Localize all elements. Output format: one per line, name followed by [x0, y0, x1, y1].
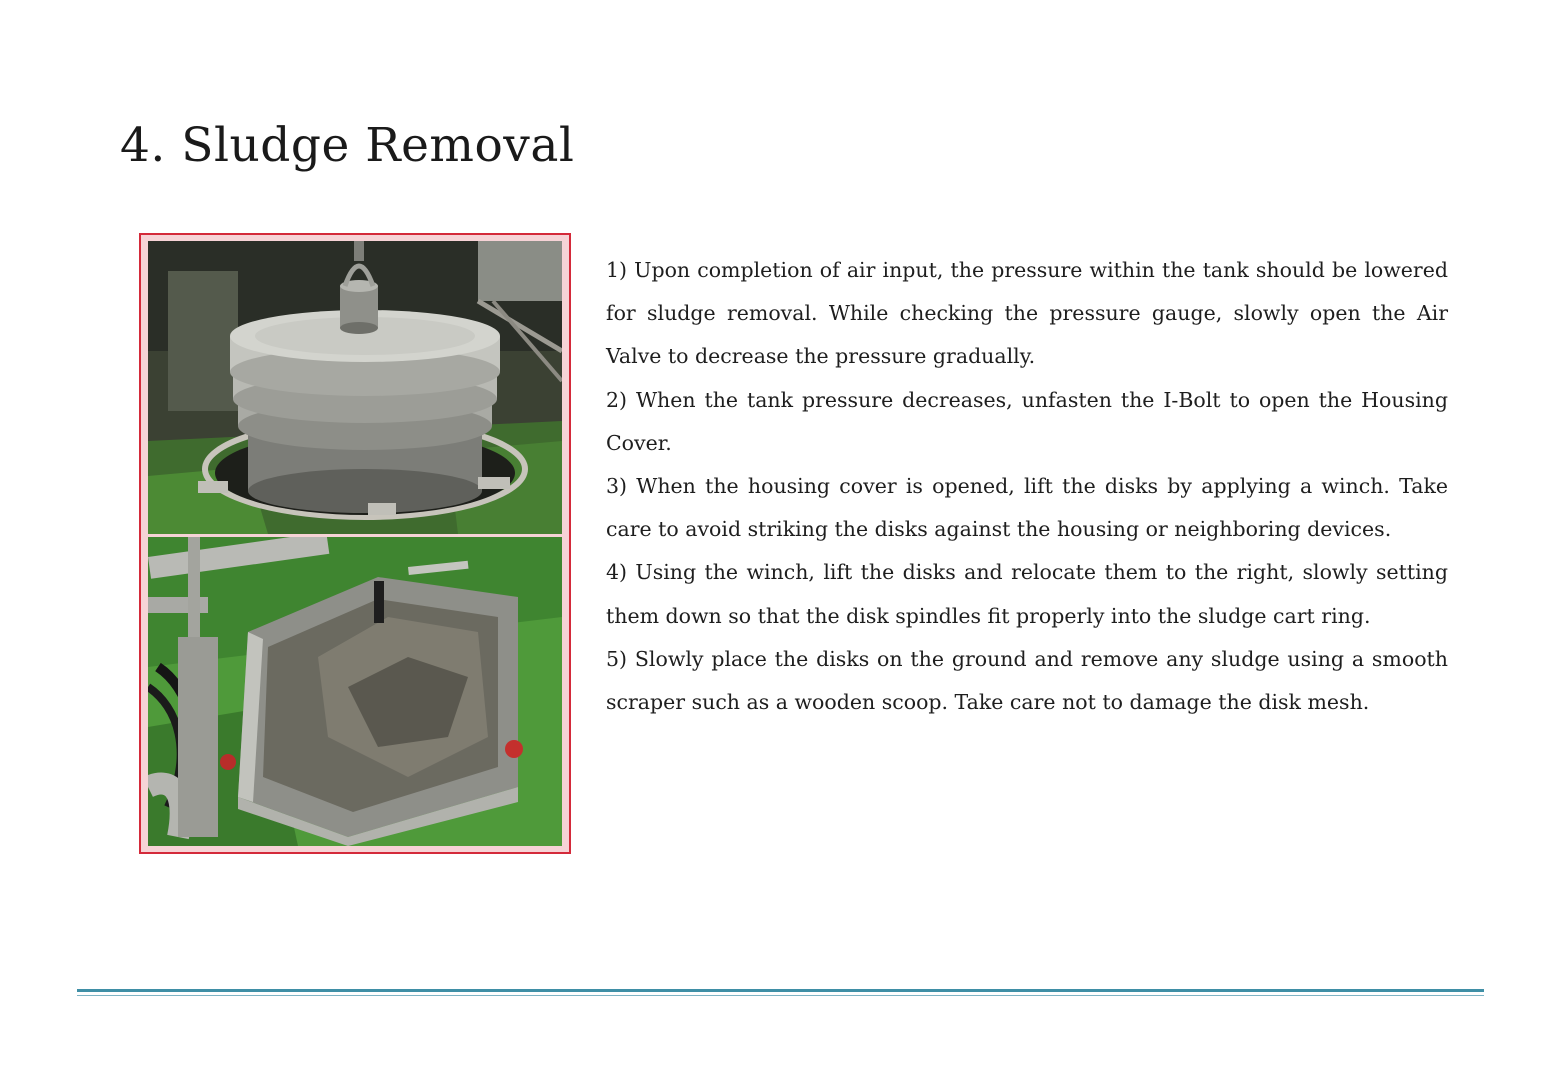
step-4: 4) Using the winch, lift the disks and relocate them to the right, slowly setting them down so that the disk spindles fit properly into the sludge cart ring. [606, 560, 1448, 628]
step-1: 1) Upon completion of air input, the pressure within the tank should be lowered for sludge removal. While checking the pressure gauge, slowly open the Air Valve to decrease the pressure gradually. [606, 258, 1448, 369]
footer-rule [77, 989, 1484, 992]
step-5: 5) Slowly place the disks on the ground and remove any sludge using a smooth scraper such as a wooden scoop. Take care not to damage the disk mesh. [606, 646, 1448, 715]
page-title: 4. Sludge Removal [120, 118, 575, 173]
footer-rule-thin [77, 995, 1484, 996]
photo-frame [139, 233, 571, 854]
step-3: 3) When the housing cover is opened, lift the disks by applying a winch. Take care to avoid striking the disks against the housing or neighboring devices. [606, 474, 1448, 542]
disk-stack-photo [148, 241, 562, 534]
procedure-steps [606, 249, 1448, 724]
sludge-cart-photo [148, 537, 562, 846]
step-2: 2) When the tank pressure decreases, unfasten the I-Bolt to open the Housing Cover. [606, 387, 1448, 455]
